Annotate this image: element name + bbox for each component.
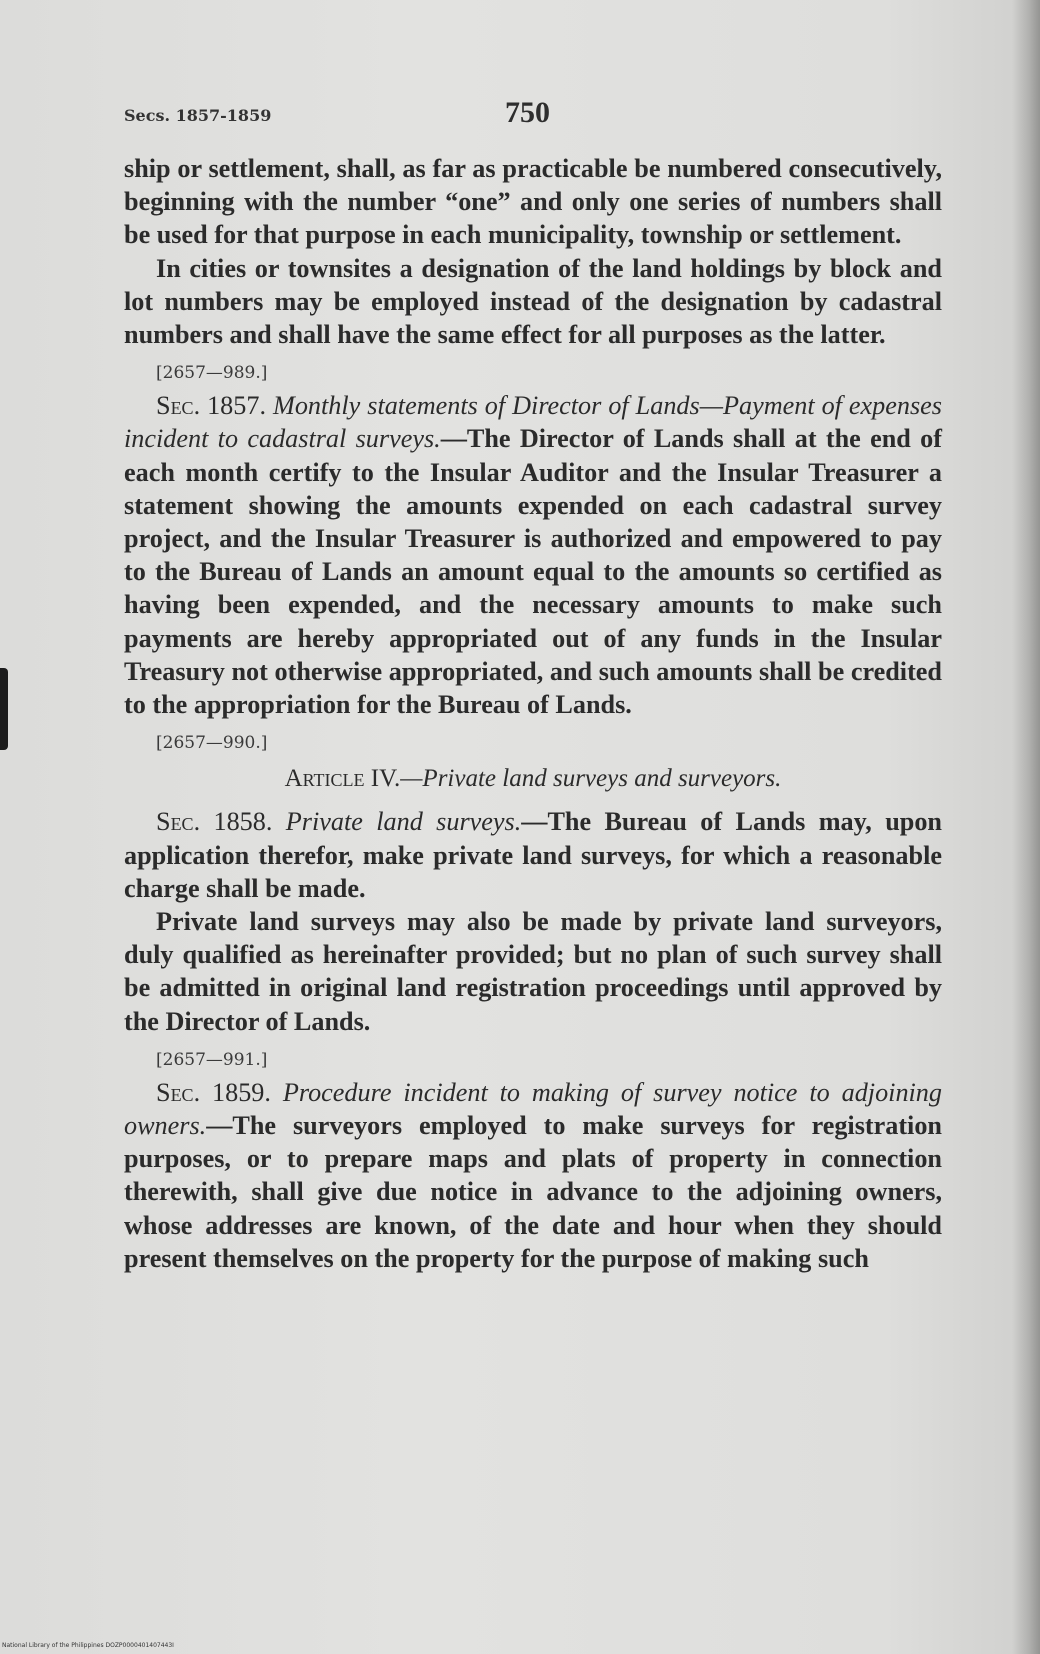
section-heading: Monthly statements of Director of Lands—Payment of expenses incident to cadastral surveys. — [124, 391, 942, 454]
library-credit: National Library of the Philippines DOZP0000401407443I — [2, 1642, 174, 1649]
section-label: Sec. 1857. — [156, 391, 267, 421]
page-number: 750 — [505, 96, 550, 129]
running-head: Secs. 1857-1859 — [124, 106, 272, 125]
section-1858 — [124, 805, 942, 905]
section-1859 — [124, 1076, 942, 1275]
body-text — [124, 152, 942, 1275]
section-label: Sec. 1858. — [156, 807, 273, 837]
citation-989: [2657—989.] — [156, 363, 268, 384]
section-heading: Private land surveys. — [285, 807, 522, 837]
paragraph-private-surveyors: Private land surveys may also be made by private land surveyors, duly qualified as hereinafter provided; but no plan of such survey shall be admitted in original land registration proceedings until approved by the Director of Lands. — [124, 907, 942, 1036]
section-text: —The Director of Lands shall at the end of each month certify to the Insular Auditor and the Insular Treasurer a statement showing the amounts expended on each cadastral survey project, and the Insular Treasurer is authorized and empowered to pay to the Bureau of Lands an amount equal to the amounts so certified as having been expended, and the necessary amounts to make such payments are hereby appropriated out of any funds in the Insular Treasury not otherwise appropriated, and such amounts shall be credited to the appropriation for the Bureau of Lands. — [124, 424, 942, 720]
citation-991: [2657—991.] — [156, 1049, 268, 1070]
page-edge-shadow — [1012, 0, 1040, 1654]
paragraph-townsites: In cities or townsites a designation of the land holdings by block and lot numbers may be employed instead of the designation by cadastral numbers and shall have the same effect for all purposes as the latter. — [124, 253, 942, 350]
paragraph-continued: ship or settlement, shall, as far as practicable be numbered consecutively, beginning with the number “one” and only one series of numbers shall be used for that purpose in each municipality, township or settlement. — [124, 154, 942, 250]
section-1857 — [124, 389, 942, 721]
article-heading — [124, 762, 942, 795]
section-heading: Procedure incident to making of survey notice to adjoining owners. — [124, 1077, 942, 1141]
section-text: —The Bureau of Lands may, upon application therefor, make private land surveys, for which a reasonable charge shall be made. — [124, 807, 942, 903]
article-label: Article IV. — [284, 765, 401, 793]
section-text: —The surveyors employed to make surveys for registration purposes, or to prepare maps and plats of property in connection therewith, shall give due notice in advance to the adjoining owners, whose addresses are known, of the date and hour when they should present themselves on the property for the purpose of making such — [124, 1111, 942, 1273]
binding-tab-mark — [0, 668, 8, 750]
article-title: —Private land surveys and surveyors. — [400, 765, 782, 793]
section-label: Sec. 1859. — [156, 1077, 271, 1107]
citation-990: [2657—990.] — [156, 733, 268, 754]
